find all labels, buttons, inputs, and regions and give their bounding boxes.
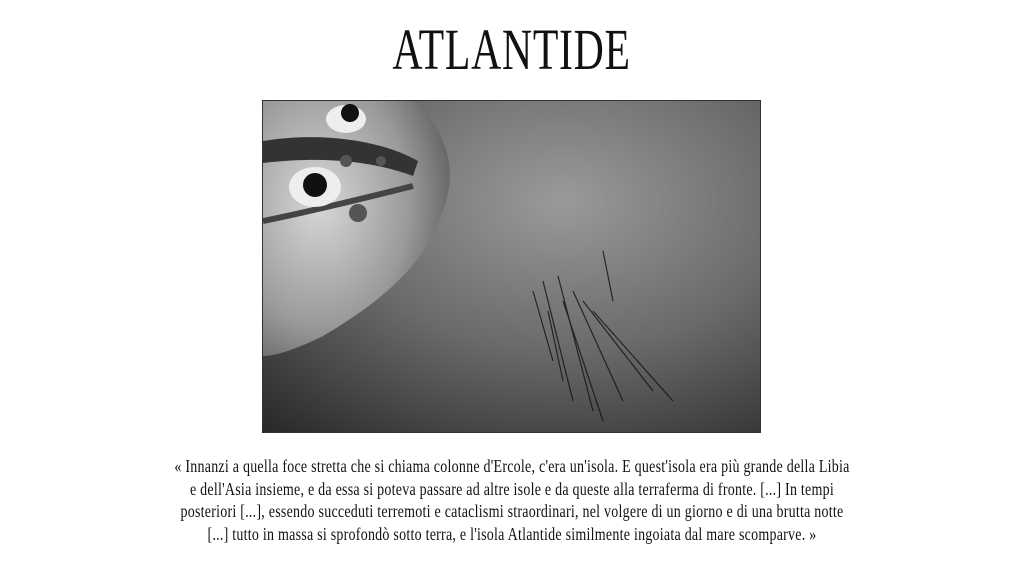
photo-floating-toy-icon	[263, 101, 761, 433]
page-title	[0, 18, 1024, 82]
quote-line: [...] tutto in massa si sprofondò sotto terra, e l'isola Atlantide similmente ingoiata dal mare scomparve. »	[207, 523, 817, 544]
quote-line: posteriori [...], essendo succeduti terremoti e cataclismi straordinari, nel volgere di un giorno e di una brutta notte	[180, 501, 844, 521]
photo	[262, 100, 761, 433]
quote-line: « Innanzi a quella foce stretta che si chiama colonne d'Ercole, c'era un'isola. E quest'isola era più grande della Libia	[174, 456, 850, 476]
quote-paragraph	[0, 455, 1024, 545]
quote-line: e dell'Asia insieme, e da essa si poteva passare ad altre isole e da queste alla terraferma di fronte. [...] In tempi	[189, 478, 835, 499]
title-text: ATLANTIDE	[392, 17, 632, 82]
